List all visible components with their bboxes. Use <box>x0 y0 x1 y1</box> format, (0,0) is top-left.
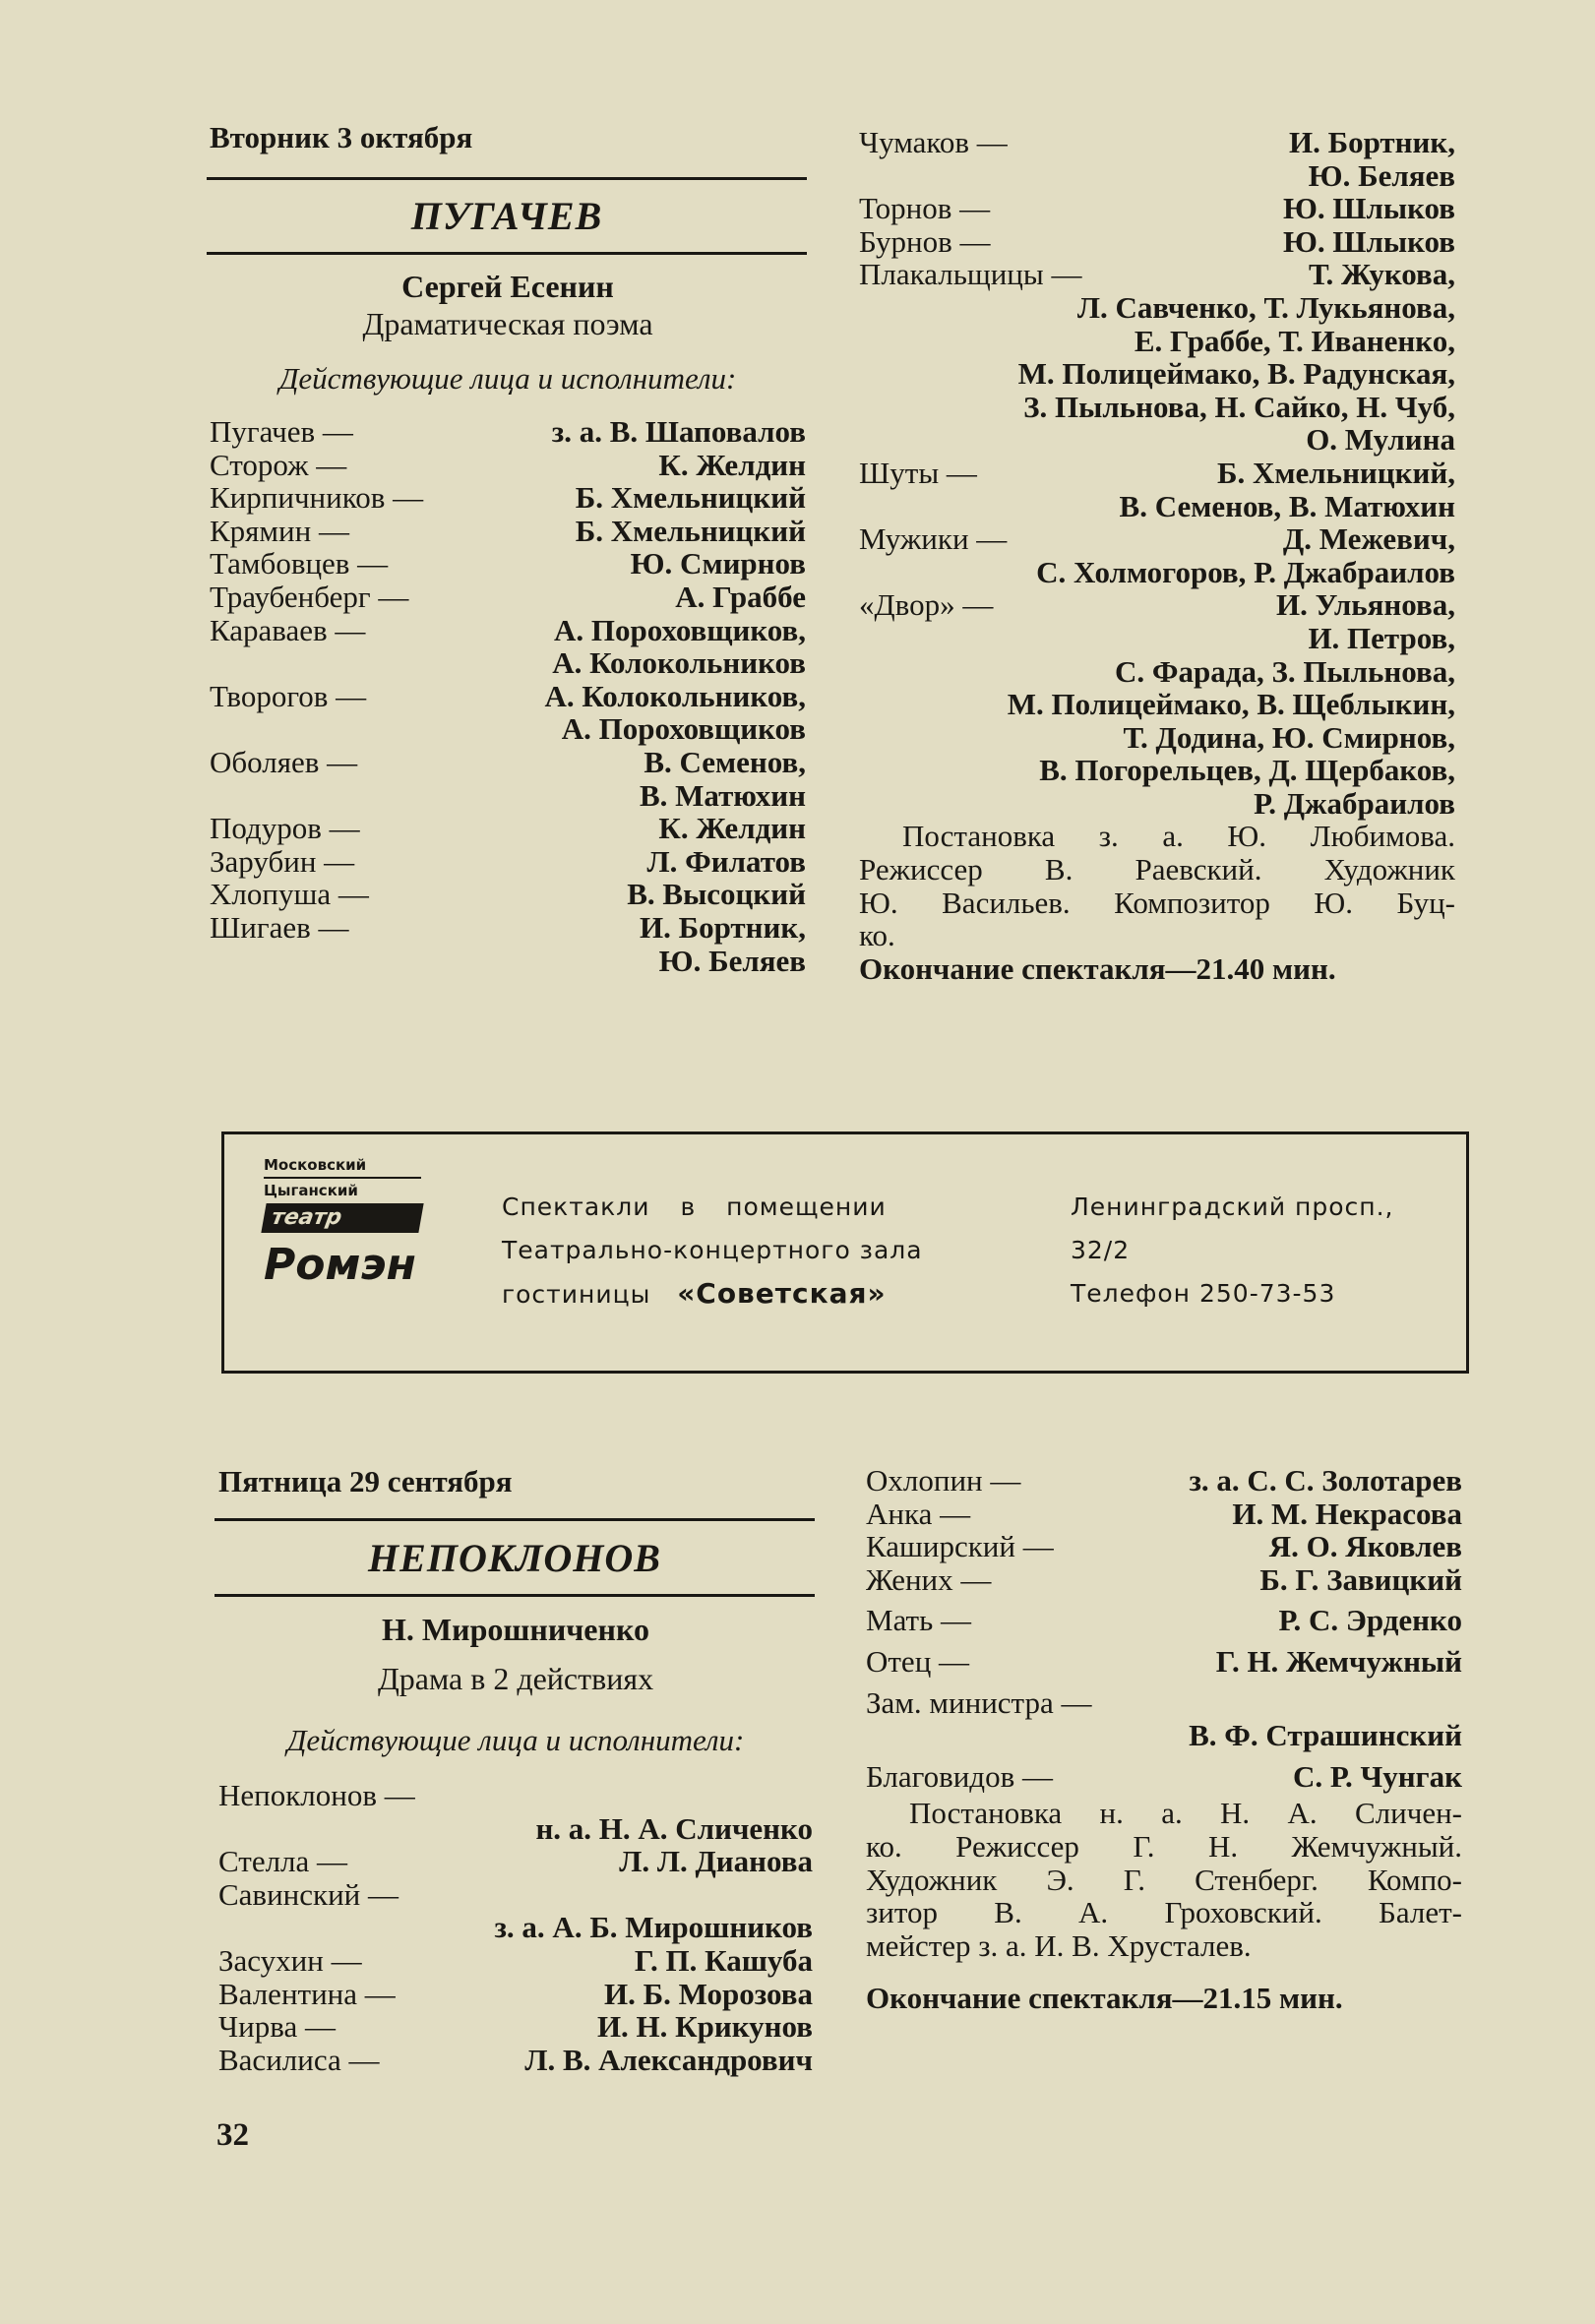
cast-row <box>859 457 1455 490</box>
cast-row <box>866 1498 1462 1531</box>
cast-actor: Т. Жукова, <box>1308 257 1455 292</box>
cast-actor: И. Бортник, <box>639 909 806 945</box>
cast-role: Чумаков — <box>859 125 1008 159</box>
cast-row <box>859 159 1455 193</box>
cast-role: Торнов — <box>859 191 991 226</box>
logo-line-1: Московский <box>264 1156 367 1174</box>
cast-role: Хлопуша — <box>210 877 369 912</box>
cast-actor: М. Полицеймако, В. Радунская, <box>1017 356 1455 392</box>
venue-line-3 <box>502 1272 923 1316</box>
cast-row <box>210 911 806 945</box>
bottom-title-rule-lower <box>215 1594 815 1597</box>
cast-actor: Ю. Шлыков <box>1283 223 1455 259</box>
cast-row <box>859 787 1455 821</box>
cast-role: Бурнов — <box>859 223 991 259</box>
credits-line: зитор В. А. Гроховский. Балет- <box>866 1895 1462 1930</box>
cast-role: Оболяев — <box>210 744 358 779</box>
bottom-genre: Драма в 2 действиях <box>377 1661 654 1696</box>
venue-info <box>502 1186 923 1316</box>
cast-row <box>218 1978 813 2011</box>
top-title-rule-upper <box>207 177 807 180</box>
cast-row <box>866 1719 1462 1752</box>
cast-row <box>218 1812 813 1846</box>
cast-actor: Б. Г. Завицкий <box>1259 1561 1462 1597</box>
cast-role: Тамбовцев — <box>210 546 389 581</box>
cast-row <box>859 522 1455 556</box>
cast-row <box>859 357 1455 391</box>
cast-role: Шигаев — <box>210 909 349 945</box>
cast-row <box>859 655 1455 689</box>
cast-role: Благовидов — <box>866 1758 1053 1794</box>
cast-row <box>859 490 1455 523</box>
cast-role: Анка — <box>866 1496 971 1531</box>
cast-role: Подуров — <box>210 811 360 846</box>
cast-row <box>210 845 806 879</box>
cast-actor: Л. Л. Дианова <box>619 1844 813 1879</box>
cast-row <box>859 556 1455 589</box>
cast-row <box>210 779 806 813</box>
theatre-logo <box>264 1156 421 1353</box>
cast-row <box>859 325 1455 358</box>
cast-actor: А. Колокольников, <box>544 678 806 713</box>
cast-row <box>866 1760 1462 1794</box>
cast-row <box>859 291 1455 325</box>
cast-row <box>210 547 806 581</box>
cast-row <box>210 515 806 548</box>
cast-role: Мать — <box>866 1603 971 1638</box>
cast-actor: з. а. А. Б. Мирошников <box>494 1910 813 1945</box>
cast-role: Кирпичников — <box>210 480 424 516</box>
cast-actor: Р. С. Эрденко <box>1278 1603 1462 1638</box>
cast-row <box>210 581 806 614</box>
credits-line: ко. <box>859 918 895 953</box>
cast-role: Плакальщицы — <box>859 257 1082 292</box>
top-genre: Драматическая поэма <box>362 306 653 341</box>
top-right-column <box>859 126 1455 985</box>
bottom-ending: Окончание спектакля—21.15 мин. <box>866 1981 1343 2016</box>
cast-row <box>210 812 806 845</box>
cast-row <box>218 2010 813 2044</box>
cast-actor: Е. Граббе, Т. Иваненко, <box>1134 323 1455 358</box>
cast-row <box>210 415 806 449</box>
credits-line: Режиссер В. Раевский. Художник <box>859 852 1455 887</box>
cast-row <box>218 1845 813 1878</box>
bottom-play-title: НЕПОКЛОНОВ <box>368 1536 661 1580</box>
cast-role: Засухин — <box>218 1942 362 1978</box>
theatre-ad-box <box>221 1131 1469 1374</box>
cast-actor: з. а. С. С. Золотарев <box>1189 1463 1462 1498</box>
top-date: Вторник 3 октября <box>210 120 473 154</box>
cast-row <box>210 449 806 482</box>
cast-row <box>210 481 806 515</box>
bottom-title-rule-upper <box>215 1518 815 1521</box>
cast-role: Непоклонов — <box>218 1778 415 1812</box>
cast-row <box>210 712 806 746</box>
credits-line: Ю. Васильев. Композитор Ю. Буц- <box>859 885 1455 920</box>
cast-actor: О. Мулина <box>1306 422 1455 458</box>
cast-row <box>866 1645 1462 1679</box>
cast-role: Мужики — <box>859 521 1008 557</box>
cast-row <box>859 721 1455 755</box>
cast-row <box>859 258 1455 291</box>
cast-role: «Двор» — <box>859 587 994 623</box>
venue-line-2: Театрально-концертного зала <box>502 1236 923 1264</box>
cast-role: Пугачев — <box>210 414 353 449</box>
cast-role: Василиса — <box>218 2042 380 2077</box>
cast-actor: А. Пороховщиков, <box>554 612 806 647</box>
bottom-author: Н. Мирошниченко <box>382 1612 649 1647</box>
cast-role: Чирва — <box>218 2009 336 2045</box>
cast-row <box>866 1464 1462 1498</box>
cast-role: Шуты — <box>859 455 977 490</box>
credits-line: Постановка н. а. Н. А. Сличен- <box>909 1796 1462 1831</box>
cast-role: Охлопин — <box>866 1463 1021 1498</box>
cast-actor: Г. П. Кашуба <box>634 1942 813 1978</box>
cast-role: Сторож — <box>210 447 347 482</box>
phone: Телефон 250-73-53 <box>1071 1279 1336 1308</box>
cast-row <box>859 192 1455 225</box>
cast-actor: И. Н. Крикунов <box>596 2009 813 2045</box>
bottom-cast-list-right <box>866 1464 1462 1793</box>
cast-row <box>210 945 806 978</box>
top-left-column <box>210 268 806 977</box>
bottom-left-column <box>218 1610 813 2076</box>
cast-actor: В. Высоцкий <box>627 877 806 912</box>
cast-actor: З. Пыльнова, Н. Сайко, Н. Чуб, <box>1023 389 1455 424</box>
cast-actor: з. а. В. Шаповалов <box>551 414 806 449</box>
cast-role: Крямин — <box>210 513 349 548</box>
cast-role: Творогов — <box>210 678 367 713</box>
top-author: Сергей Есенин <box>401 269 614 304</box>
cast-actor: И. М. Некрасова <box>1232 1496 1462 1531</box>
cast-actor: Б. Хмельницкий <box>575 480 806 516</box>
cast-row <box>210 746 806 779</box>
cast-row <box>859 126 1455 159</box>
cast-actor: н. а. Н. А. Сличенко <box>535 1810 813 1846</box>
cast-actor: Ю. Беляев <box>1308 157 1455 193</box>
top-credits <box>859 820 1455 951</box>
bottom-cast-heading: Действующие лица и исполнители: <box>286 1723 745 1757</box>
bottom-cast-list-left <box>218 1779 813 2076</box>
cast-actor: К. Желдин <box>658 811 806 846</box>
cast-role: Отец — <box>866 1643 970 1679</box>
top-title-rule-lower <box>207 252 807 255</box>
cast-role: Жених — <box>866 1561 992 1597</box>
cast-actor: В. Матюхин <box>639 777 806 813</box>
logo-line-2: Цыганский <box>264 1182 358 1199</box>
cast-actor: А. Колокольников <box>552 645 806 681</box>
cast-row <box>218 2044 813 2077</box>
cast-actor: Л. Савченко, Т. Лукьянова, <box>1076 289 1455 325</box>
cast-row <box>218 1944 813 1978</box>
top-cast-heading: Действующие лица и исполнители: <box>278 361 737 396</box>
credits-line: Художник Э. Г. Стенберг. Компо- <box>866 1862 1462 1897</box>
credits-line: ко. Режиссер Г. Н. Жемчужный. <box>866 1828 1462 1864</box>
cast-role: Савинский — <box>218 1876 399 1912</box>
cast-actor: Т. Додина, Ю. Смирнов, <box>1123 719 1455 755</box>
cast-actor: К. Желдин <box>658 447 806 482</box>
cast-role: Зарубин — <box>210 843 355 879</box>
cast-actor: Д. Межевич, <box>1282 521 1455 557</box>
bottom-credits <box>866 1797 1462 1962</box>
cast-role: Каширский — <box>866 1529 1054 1564</box>
cast-row <box>866 1686 1462 1720</box>
cast-actor: М. Полицеймако, В. Щеблыкин, <box>1007 687 1455 722</box>
cast-actor: Б. Хмельницкий, <box>1217 455 1455 490</box>
cast-row <box>859 423 1455 457</box>
venue-line-3-text: гостиницы <box>502 1280 651 1309</box>
cast-row <box>859 225 1455 259</box>
cast-actor: Л. В. Александрович <box>524 2042 813 2077</box>
cast-row <box>859 754 1455 787</box>
cast-actor: С. Фарада, З. Пыльнова, <box>1115 653 1455 689</box>
cast-row <box>859 588 1455 622</box>
logo-line-3: театр <box>261 1203 423 1233</box>
cast-actor: Б. Хмельницкий <box>575 513 806 548</box>
cast-actor: В. Семенов, В. Матюхин <box>1119 488 1455 523</box>
cast-role: Зам. министра — <box>866 1684 1092 1720</box>
address-line-2: 32/2 <box>1071 1236 1131 1264</box>
cast-role: Валентина — <box>218 1976 396 2011</box>
cast-role: Стелла — <box>218 1844 348 1879</box>
cast-actor: А. Граббе <box>675 579 806 614</box>
cast-row <box>859 622 1455 655</box>
cast-actor: Я. О. Яковлев <box>1268 1529 1462 1564</box>
cast-actor: В. Ф. Страшинский <box>1189 1718 1462 1753</box>
cast-actor: Ю. Смирнов <box>630 546 806 581</box>
logo-line-4: Ромэн <box>264 1240 416 1290</box>
cast-row <box>866 1530 1462 1563</box>
cast-actor: С. Р. Чунгак <box>1293 1758 1462 1794</box>
bottom-date: Пятница 29 сентября <box>218 1464 513 1498</box>
cast-actor: Г. Н. Жемчужный <box>1215 1643 1462 1679</box>
cast-actor: В. Погорельцев, Д. Щербаков, <box>1039 753 1455 788</box>
logo-divider <box>264 1177 421 1179</box>
top-ending: Окончание спектакля—21.40 мин. <box>859 950 1336 986</box>
cast-row <box>210 646 806 680</box>
venue-line-1: Спектакли в помещении <box>502 1193 887 1221</box>
cast-row <box>210 680 806 713</box>
cast-actor: Л. Филатов <box>646 843 806 879</box>
cast-row <box>210 614 806 647</box>
bottom-right-column <box>866 1464 1462 2015</box>
cast-actor: И. Б. Морозова <box>604 1976 813 2011</box>
cast-role: Траубенберг — <box>210 579 409 614</box>
cast-row <box>859 688 1455 721</box>
cast-row <box>218 1878 813 1912</box>
cast-actor: И. Ульянова, <box>1275 587 1455 623</box>
cast-actor: Р. Джабраилов <box>1254 785 1455 821</box>
cast-row <box>866 1563 1462 1597</box>
cast-actor: В. Семенов, <box>644 744 806 779</box>
cast-row <box>859 391 1455 424</box>
address-line-1: Ленинградский просп., <box>1071 1193 1394 1221</box>
credits-line: Постановка з. а. Ю. Любимова. <box>902 819 1455 854</box>
top-cast-list-left <box>210 415 806 977</box>
cast-row <box>866 1604 1462 1637</box>
cast-actor: С. Холмогоров, Р. Джабраилов <box>1036 554 1455 589</box>
cast-actor: И. Бортник, <box>1288 125 1455 159</box>
top-play-title: ПУГАЧЕВ <box>410 194 603 238</box>
credits-line: мейстер з. а. И. В. Хрусталев. <box>866 1927 1252 1963</box>
top-cast-list-right <box>859 126 1455 820</box>
cast-actor: А. Пороховщиков <box>561 711 806 747</box>
cast-row <box>218 1911 813 1944</box>
cast-row <box>218 1779 813 1812</box>
hotel-name: «Советская» <box>677 1277 887 1310</box>
cast-row <box>210 878 806 911</box>
page-number: 32 <box>216 2117 249 2153</box>
cast-actor: И. Петров, <box>1308 620 1455 655</box>
cast-role: Караваев — <box>210 612 366 647</box>
cast-actor: Ю. Беляев <box>658 943 806 978</box>
cast-actor: Ю. Шлыков <box>1283 191 1455 226</box>
address-info <box>1071 1186 1394 1315</box>
